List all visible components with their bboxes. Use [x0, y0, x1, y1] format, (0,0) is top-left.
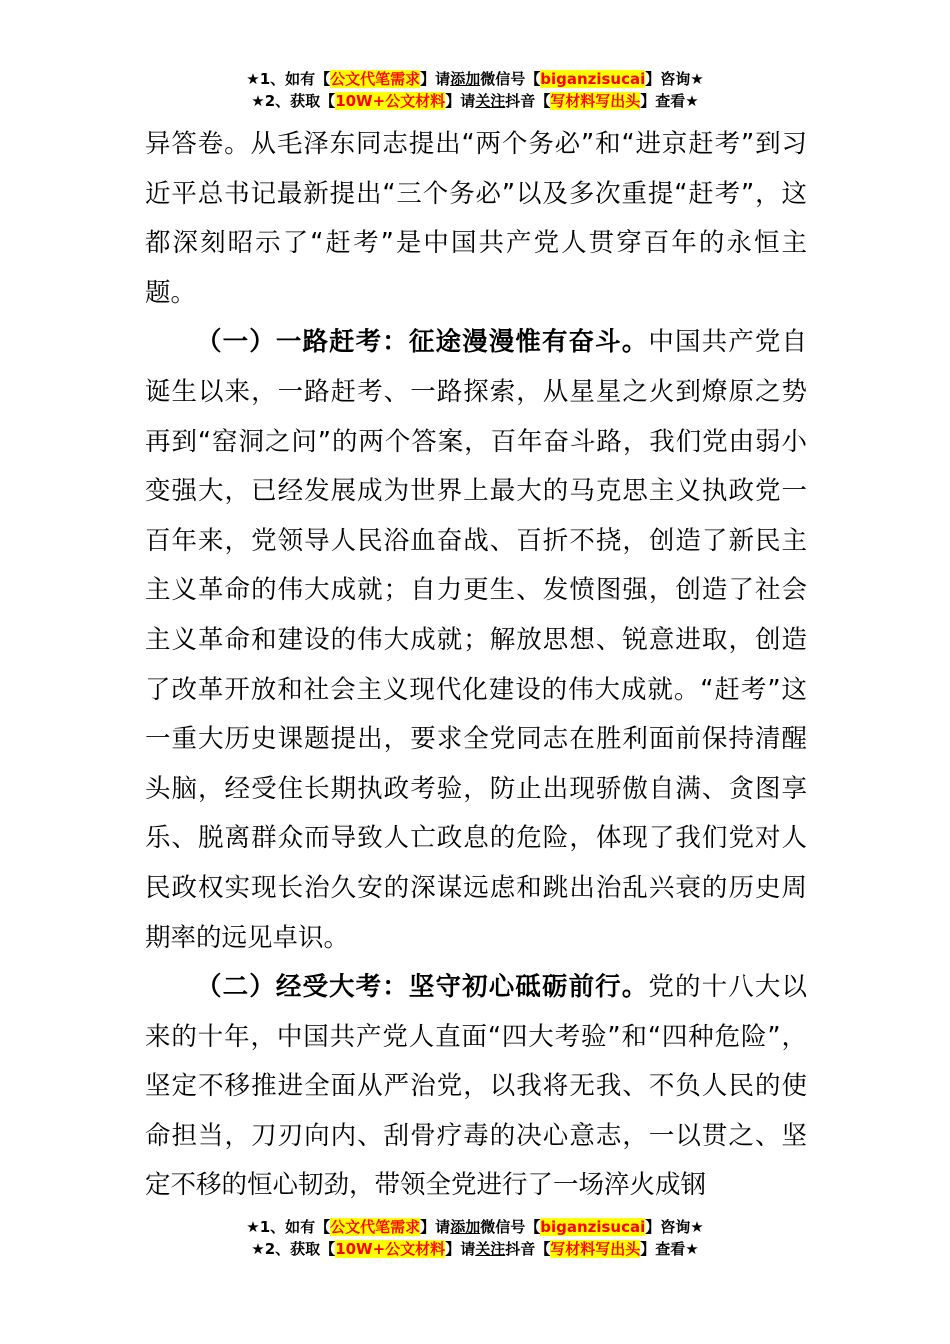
banner-line-1: [0, 1216, 950, 1238]
banner-text: ★2、获取【: [251, 92, 336, 110]
banner-highlight: 10W+公文材料: [335, 92, 446, 110]
banner-text: 】请: [420, 1218, 451, 1236]
paragraph: [145, 318, 807, 963]
banner-line-1: [0, 68, 950, 90]
banner-text: 微信号【: [480, 1218, 541, 1236]
banner-text: 】咨询★: [645, 1218, 704, 1236]
banner-text: 】请: [420, 70, 451, 88]
banner-underline: 关注: [475, 1240, 506, 1258]
banner-text: 微信号【: [480, 70, 541, 88]
banner-text: 】查看★: [640, 92, 699, 110]
banner-highlight: 写材料写出头: [550, 1240, 641, 1258]
section-heading: （一）一路赶考：征途漫漫惟有奋斗。: [196, 327, 649, 358]
section-heading: （二）经受大考：坚守初心砥砺前行。: [196, 972, 649, 1003]
banner-highlight: 公文代笔需求: [330, 1218, 421, 1236]
banner-line-2: [0, 90, 950, 112]
banner-text: 】请: [445, 92, 476, 110]
banner-highlight: biganzisucai: [540, 1218, 646, 1236]
document-body: [145, 120, 807, 1211]
banner-underline: 关注: [475, 92, 506, 110]
banner-highlight: 10W+公文材料: [335, 1240, 446, 1258]
footer-banner: [0, 1216, 950, 1260]
banner-text: ★1、如有【: [246, 70, 331, 88]
banner-highlight: 公文代笔需求: [330, 70, 421, 88]
banner-text: 】咨询★: [645, 70, 704, 88]
banner-underline: 添加: [450, 1218, 481, 1236]
banner-text: ★2、获取【: [251, 1240, 336, 1258]
banner-highlight: 写材料写出头: [550, 92, 641, 110]
header-banner: [0, 68, 950, 112]
banner-text: 抖音【: [505, 92, 551, 110]
paragraph-text: 中国共产党自诞生以来，一路赶考、一路探索，从星星之火到燎原之势再到“窑洞之问”的两个答案，百年奋斗路，我们党由弱小变强大，已经发展成为世界上最大的马克思主义执政党一百年来，党领导人民浴血奋战、百折不挠，创造了新民主主义革命的伟大成就；自力更生、发愤图强，创造了社会主义革命和建设的伟大成就；解放思想、锐意进取，创造了改革开放和社会主义现代化建设的伟大成就。“赶考”这一重大历史课题提出，要求全党同志在胜利面前保持清醒头脑，经受住长期执政考验，防止出现骄傲自满、贪图享乐、脱离群众而导致人亡政息的危险，体现了我们党对人民政权实现长治久安的深谋远虑和跳出治乱兴衰的历史周期率的远见卓识。: [145, 327, 807, 953]
paragraph: 异答卷。从毛泽东同志提出“两个务必”和“进京赶考”到习近平总书记最新提出“三个务必”以及多次重提“赶考”，这都深刻昭示了“赶考”是中国共产党人贯穿百年的永恒主题。: [145, 129, 807, 308]
banner-text: 】查看★: [640, 1240, 699, 1258]
banner-highlight: biganzisucai: [540, 70, 646, 88]
banner-underline: 添加: [450, 70, 481, 88]
banner-text: 抖音【: [505, 1240, 551, 1258]
banner-text: 】请: [445, 1240, 476, 1258]
banner-line-2: [0, 1238, 950, 1260]
paragraph-text: 党的十八大以来的十年，中国共产党人直面“四大考验”和“四种危险”，坚定不移推进全面从严治党，以我将无我、不负人民的使命担当，刀刃向内、刮骨疗毒的决心意志，一以贯之、坚定不移的恒心韧劲，带领全党进行了一场淬火成钢: [145, 972, 807, 1201]
paragraph: [145, 963, 807, 1211]
banner-text: ★1、如有【: [246, 1218, 331, 1236]
